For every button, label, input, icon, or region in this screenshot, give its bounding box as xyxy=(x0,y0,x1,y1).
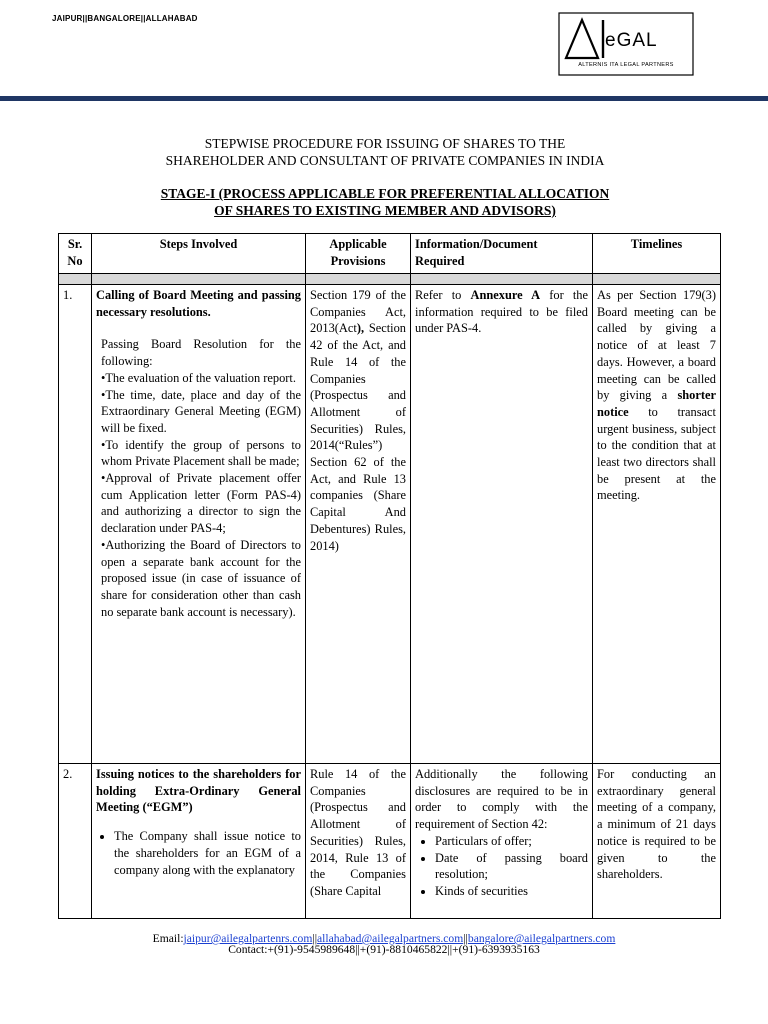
table-row xyxy=(59,764,721,919)
provisions-cell: Rule 14 of the Companies (Prospectus and Allotment of Securities) Rules, 2014, Rule 13 of the Companies (Share Capital xyxy=(306,764,411,919)
stage-line-2: OF SHARES TO EXISTING MEMBER AND ADVISORS) xyxy=(214,203,556,218)
email-label: Email: xyxy=(152,932,184,945)
list-item: • Authorizing the Board of Directors to open a separate bank account for the proposed issue (in case of issuance of share for consideration other than cash no separate bank account is necessary). xyxy=(101,537,301,621)
stage-line-1: STAGE-I (PROCESS APPLICABLE FOR PREFERENTIAL ALLOCATION xyxy=(160,186,610,201)
step-description xyxy=(96,336,301,620)
header-provisions: Applicable Provisions xyxy=(306,234,411,274)
footer-contact: Contact:+(91)-9545989648||+(91)-8810465822||+(91)-6393935163 xyxy=(228,943,540,956)
header-divider xyxy=(0,96,768,101)
title-line-1: STEPWISE PROCEDURE FOR ISSUING OF SHARES TO THE xyxy=(204,136,566,151)
information-cell xyxy=(411,764,593,919)
email-link-bangalore[interactable]: bangalore@ailegalpartners.com xyxy=(467,932,616,945)
timeline-text: As per Section 179(3) Board meeting can be called by giving a notice of at least 7 days. However, a board meeting can be called by giving a xyxy=(597,288,716,403)
timeline-text: to transact urgent business, subject to the condition that at least two directors shall be present at the meeting. xyxy=(597,404,716,503)
provision-text: Section 42 of the Act, and Rule 14 of the Companies (Prospectus and Allotment of Securities) Rules, 2014(“Rules”) xyxy=(310,321,406,453)
info-intro: Additionally the following disclosures are required to be in order to comply with the requirement of Section 42: xyxy=(415,767,588,832)
table-spacer-row xyxy=(59,274,721,285)
step-bullets xyxy=(96,828,301,878)
table-header-row xyxy=(59,234,721,274)
office-cities: JAIPUR||BANGALORE||ALLAHABAD xyxy=(52,14,198,23)
header-timelines: Timelines xyxy=(593,234,721,274)
steps-cell xyxy=(92,285,306,764)
list-item: • Particulars of offer; xyxy=(435,833,588,850)
logo-tagline: ALTERNIS ITA LEGAL PARTNERS xyxy=(578,62,674,68)
list-item: • The time, date, place and day of the Extraordinary General Meeting (EGM) will be fixed. xyxy=(101,387,301,437)
list-item: • The evaluation of the valuation report. xyxy=(101,370,301,387)
info-text: for the information required to be filed under PAS-4. xyxy=(415,288,589,336)
header-steps: Steps Involved xyxy=(92,234,306,274)
table-row xyxy=(59,285,721,764)
timeline-cell xyxy=(593,285,721,764)
list-item: • The Company shall issue notice to the shareholders for an EGM of a company along with the explanatory xyxy=(114,828,301,878)
provision-text: Section 179 of the Companies Act, 2013(Act xyxy=(310,288,406,336)
step-title: Issuing notices to the shareholders for holding Extra-Ordinary General Meeting (“EGM”) xyxy=(96,767,301,815)
footer-emails: Email:jaipur@ailegalpartenrs.com||allahabad@ailegalpartners.com||bangalore@ailegalpartners.com xyxy=(152,932,616,945)
provision-text: Section 62 of the Act, and Rule 13 companies (Share Capital And Debentures) Rules, 2014) xyxy=(310,455,406,553)
step-title: Calling of Board Meeting and passing necessary resolutions. xyxy=(96,288,301,319)
information-cell xyxy=(411,285,593,764)
stage-heading xyxy=(90,185,680,219)
row-number: 1. xyxy=(59,285,92,764)
annexure-reference: Annexure A xyxy=(470,288,541,302)
provisions-cell xyxy=(306,285,411,764)
firm-logo xyxy=(558,12,694,76)
info-bullets xyxy=(415,833,588,900)
title-line-2: SHAREHOLDER AND CONSULTANT OF PRIVATE COMPANIES IN INDIA xyxy=(165,153,605,168)
procedure-table xyxy=(58,233,721,919)
info-text: Refer to xyxy=(415,288,471,302)
provision-text: ), xyxy=(356,321,365,336)
list-item: • Approval of Private placement offer cum Application letter (Form PAS-4) and authorizing a director to sign the declaration under PAS-4; xyxy=(101,470,301,537)
list-item: • Date of passing board resolution; xyxy=(435,850,588,883)
header-sr-no: Sr. No xyxy=(59,234,92,274)
steps-cell xyxy=(92,764,306,919)
header-information: Information/Document Required xyxy=(411,234,593,274)
document-title xyxy=(90,135,680,169)
step-intro: Passing Board Resolution for the following: xyxy=(101,337,301,369)
email-link-allahabad[interactable]: allahabad@ailegalpartners.com xyxy=(317,932,464,945)
list-item: • To identify the group of persons to whom Private Placement shall be made; xyxy=(101,437,301,470)
list-item: • Kinds of securities xyxy=(435,883,588,900)
logo-brand-text: eGAL xyxy=(605,30,658,51)
timeline-emphasis: shorter notice xyxy=(597,388,716,419)
timeline-cell: For conducting an extraordinary general meeting of a company, a minimum of 21 days notice is required to be given to the shareholders. xyxy=(593,764,721,919)
email-link-jaipur[interactable]: jaipur@ailegalpartenrs.com xyxy=(183,932,313,945)
row-number: 2. xyxy=(59,764,92,919)
page-footer xyxy=(0,933,768,955)
